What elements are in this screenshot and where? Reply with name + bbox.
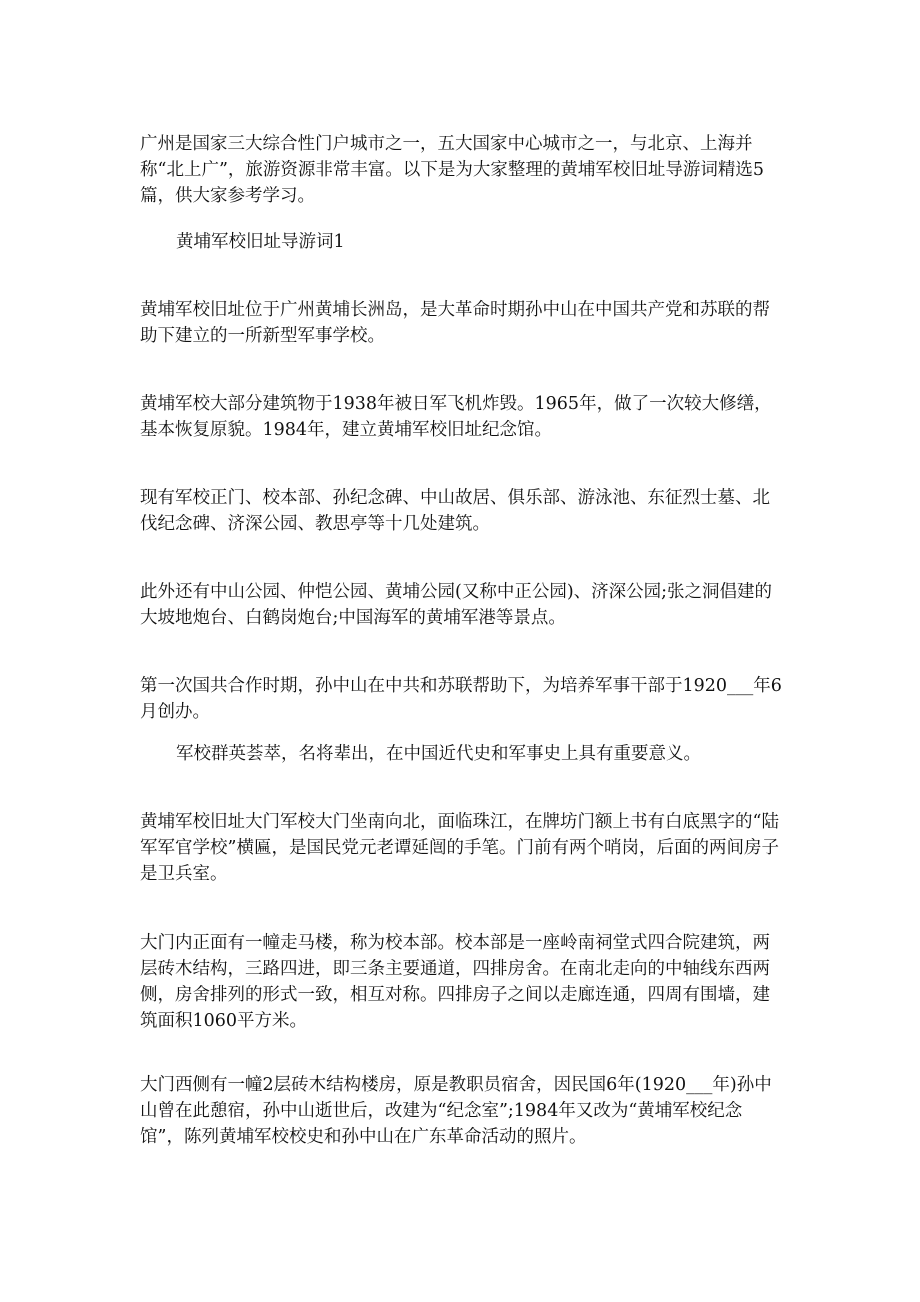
paragraph-location: 黄埔军校旧址位于广州黄埔长洲岛，是大革命时期孙中山在中国共产党和苏联的帮助下建立的一所新型军事学校。 bbox=[140, 300, 770, 346]
paragraph-main-gate: 黄埔军校旧址大门军校大门坐南向北，面临珠江，在牌坊门额上书有白底黑字的“陆军军官学校”横匾，是国民党元老谭延闿的手笔。门前有两个哨岗，后面的两间房子是卫兵室。 bbox=[140, 812, 779, 884]
paragraph-founding: 第一次国共合作时期，孙中山在中共和苏联帮助下，为培养军事干部于1920___年6月创办。 bbox=[140, 676, 782, 722]
paragraph-headquarters: 大门内正面有一幢走马楼，称为校本部。校本部是一座岭南祠堂式四合院建筑，两层砖木结构，三路四进，即三条主要通道，四排房舍。在南北走向的中轴线东西两侧，房舍排列的形式一致，相互对称。四排房子之间以走廊连通，四周有围墙，建筑面积1060平方米。 bbox=[140, 933, 770, 1031]
paragraph-significance: 军校群英荟萃，名将辈出，在中国近代史和军事史上具有重要意义。 bbox=[176, 744, 701, 764]
paragraph-attractions: 此外还有中山公园、仲恺公园、黄埔公园(又称中正公园)、济深公园;张之洞倡建的大坡地炮台、白鹤岗炮台;中国海军的黄埔军港等景点。 bbox=[140, 582, 773, 628]
paragraph-buildings: 现有军校正门、校本部、孙纪念碑、中山故居、俱乐部、游泳池、东征烈士墓、北伐纪念碑、济深公园、教思亭等十几处建筑。 bbox=[140, 488, 770, 534]
section-heading: 黄埔军校旧址导游词1 bbox=[176, 232, 345, 252]
paragraph-history: 黄埔军校大部分建筑物于1938年被日军飞机炸毁。1965年，做了一次较大修缮，基本恢复原貌。1984年，建立黄埔军校旧址纪念馆。 bbox=[140, 394, 772, 440]
intro-paragraph: 广州是国家三大综合性门户城市之一，五大国家中心城市之一，与北京、上海并称“北上广”，旅游资源非常丰富。以下是为大家整理的黄埔军校旧址导游词精选5篇，供大家参考学习。 bbox=[140, 134, 765, 206]
paragraph-memorial-hall: 大门西侧有一幢2层砖木结构楼房，原是教职员宿舍，因民国6年(1920___年)孙中山曾在此憩宿，孙中山逝世后，改建为“纪念室”;1984年又改为“黄埔军校纪念馆”，陈列黄埔军校校史和孙中山在广东革命活动的照片。 bbox=[140, 1075, 772, 1147]
